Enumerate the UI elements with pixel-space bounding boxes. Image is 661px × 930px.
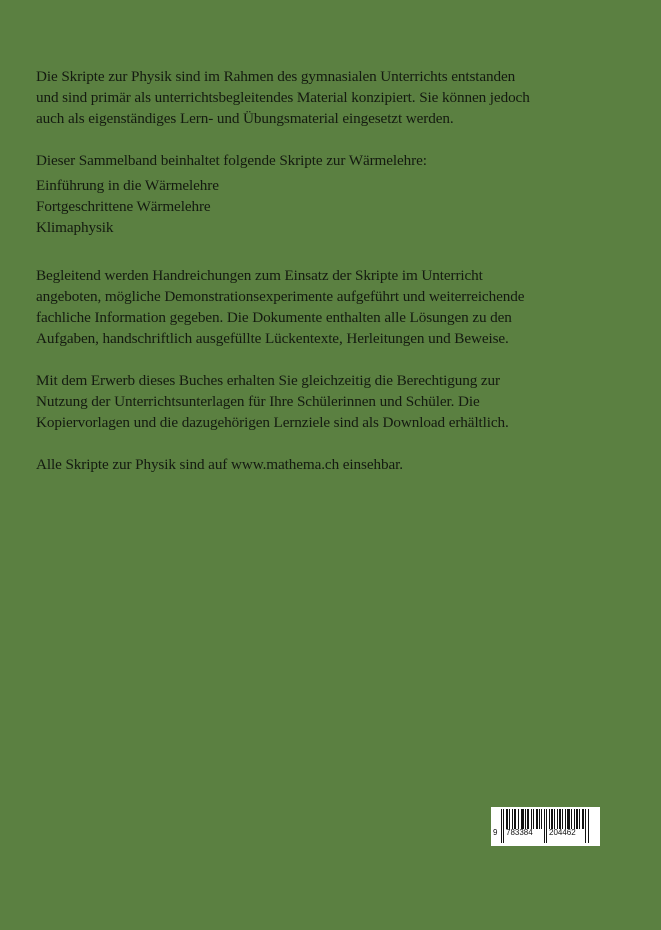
contents-heading: Dieser Sammelband beinhaltet folgende Skripte zur Wärmelehre: <box>36 152 427 169</box>
contents-item: Klimaphysik <box>36 219 114 236</box>
intro-line: auch als eigenständiges Lern- und Übungsmaterial eingesetzt werden. <box>36 110 454 127</box>
barcode-digits-right: 204462 <box>549 828 576 837</box>
intro-line: und sind primär als unterrichtsbegleitendes Material konzipiert. Sie können jedoch <box>36 89 530 106</box>
intro-paragraph <box>36 66 626 129</box>
intro-line: Die Skripte zur Physik sind im Rahmen des gymnasialen Unterrichts entstanden <box>36 68 516 85</box>
barcode-digit-first: 9 <box>493 828 498 837</box>
supplements-line: Aufgaben, handschriftlich ausgefüllte Lückentexte, Herleitungen und Beweise. <box>36 330 509 347</box>
supplements-line: fachliche Information gegeben. Die Dokumente enthalten alle Lösungen zu den <box>36 309 512 326</box>
isbn-barcode <box>491 807 600 846</box>
license-line: Kopiervorlagen und die dazugehörigen Lernziele sind als Download erhältlich. <box>36 414 509 431</box>
contents-item: Fortgeschrittene Wärmelehre <box>36 198 211 215</box>
supplements-paragraph <box>36 265 626 349</box>
supplements-line: Begleitend werden Handreichungen zum Einsatz der Skripte im Unterricht <box>36 267 483 284</box>
website-paragraph: Alle Skripte zur Physik sind auf www.mathema.ch einsehbar. <box>36 456 403 473</box>
back-cover-text <box>36 66 626 475</box>
license-line: Nutzung der Unterrichtsunterlagen für Ihre Schülerinnen und Schüler. Die <box>36 393 480 410</box>
barcode-digits-left: 783384 <box>506 828 533 837</box>
barcode-bars-icon <box>491 807 600 846</box>
supplements-line: angeboten, mögliche Demonstrationsexperimente aufgeführt und weiterreichende <box>36 288 525 305</box>
contents-list <box>36 175 626 238</box>
license-paragraph <box>36 370 626 433</box>
contents-item: Einführung in die Wärmelehre <box>36 177 219 194</box>
license-line: Mit dem Erwerb dieses Buches erhalten Sie gleichzeitig die Berechtigung zur <box>36 372 501 389</box>
